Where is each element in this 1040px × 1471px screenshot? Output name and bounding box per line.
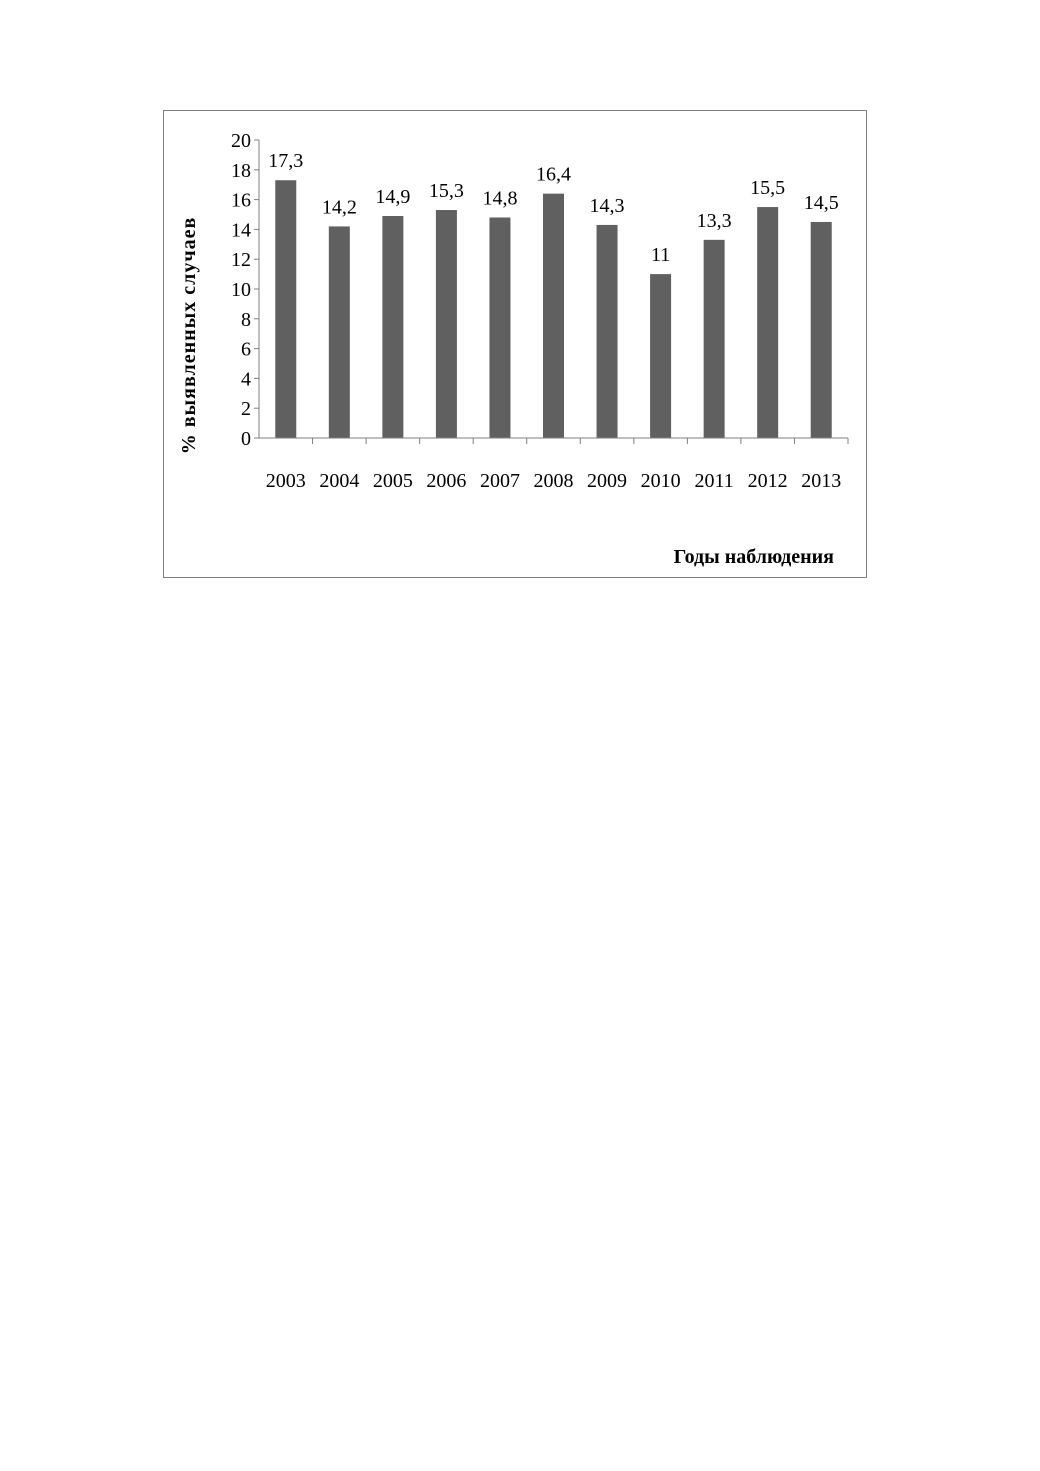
x-tick-label-2005: 2005 [372,470,413,492]
y-tick-label: 4 [241,368,251,391]
x-tick-label-2009: 2009 [587,470,628,492]
bar-chart [164,111,868,579]
data-label-2006: 15,3 [428,180,464,203]
bar-2009 [597,225,618,438]
bar-2010 [650,274,671,438]
bar-2004 [329,226,350,438]
data-label-2009: 14,3 [589,194,625,217]
data-label-2013: 14,5 [803,191,839,214]
x-axis-title: Годы наблюдения [673,546,834,568]
y-tick-label: 10 [231,279,251,301]
bar-2013 [811,222,832,438]
bar-2003 [275,180,296,438]
bar-2005 [382,216,403,438]
x-tick-label-2010: 2010 [640,470,681,492]
y-tick-label: 2 [241,398,251,421]
data-label-2012: 15,5 [750,177,786,200]
bar-2008 [543,194,564,438]
x-tick-label-2008: 2008 [533,470,574,492]
y-tick-label: 18 [231,159,251,182]
x-axis-ticks [266,438,848,492]
y-axis-title: % выявленных случаев [178,216,200,455]
chart-frame [163,110,867,578]
x-tick-label-2012: 2012 [747,470,788,492]
y-tick-label: 16 [231,189,251,212]
x-tick-label-2004: 2004 [319,470,360,492]
bar-2006 [436,210,457,438]
x-tick-label-2011: 2011 [694,470,734,492]
y-tick-label: 0 [241,428,251,450]
data-label-2004: 14,2 [321,196,357,219]
data-label-2008: 16,4 [536,163,571,186]
bar-2007 [489,217,510,438]
y-tick-label: 14 [231,219,251,242]
y-tick-label: 12 [231,249,251,272]
bar-2011 [704,240,725,438]
x-tick-label-2006: 2006 [426,470,467,492]
data-label-2011: 13,3 [696,209,732,232]
bars [275,180,831,438]
bar-2012 [757,207,778,438]
y-tick-label: 20 [231,130,251,152]
y-tick-label: 8 [241,308,251,331]
y-tick-label: 6 [241,338,251,361]
data-label-2003: 17,3 [268,150,304,173]
data-label-2005: 14,9 [375,185,411,208]
x-tick-label-2013: 2013 [801,470,842,492]
data-label-2007: 14,8 [482,187,518,210]
x-tick-label-2003: 2003 [265,470,306,492]
x-tick-label-2007: 2007 [479,470,520,492]
y-axis-ticks [231,130,259,450]
data-label-2010: 11 [650,244,671,267]
